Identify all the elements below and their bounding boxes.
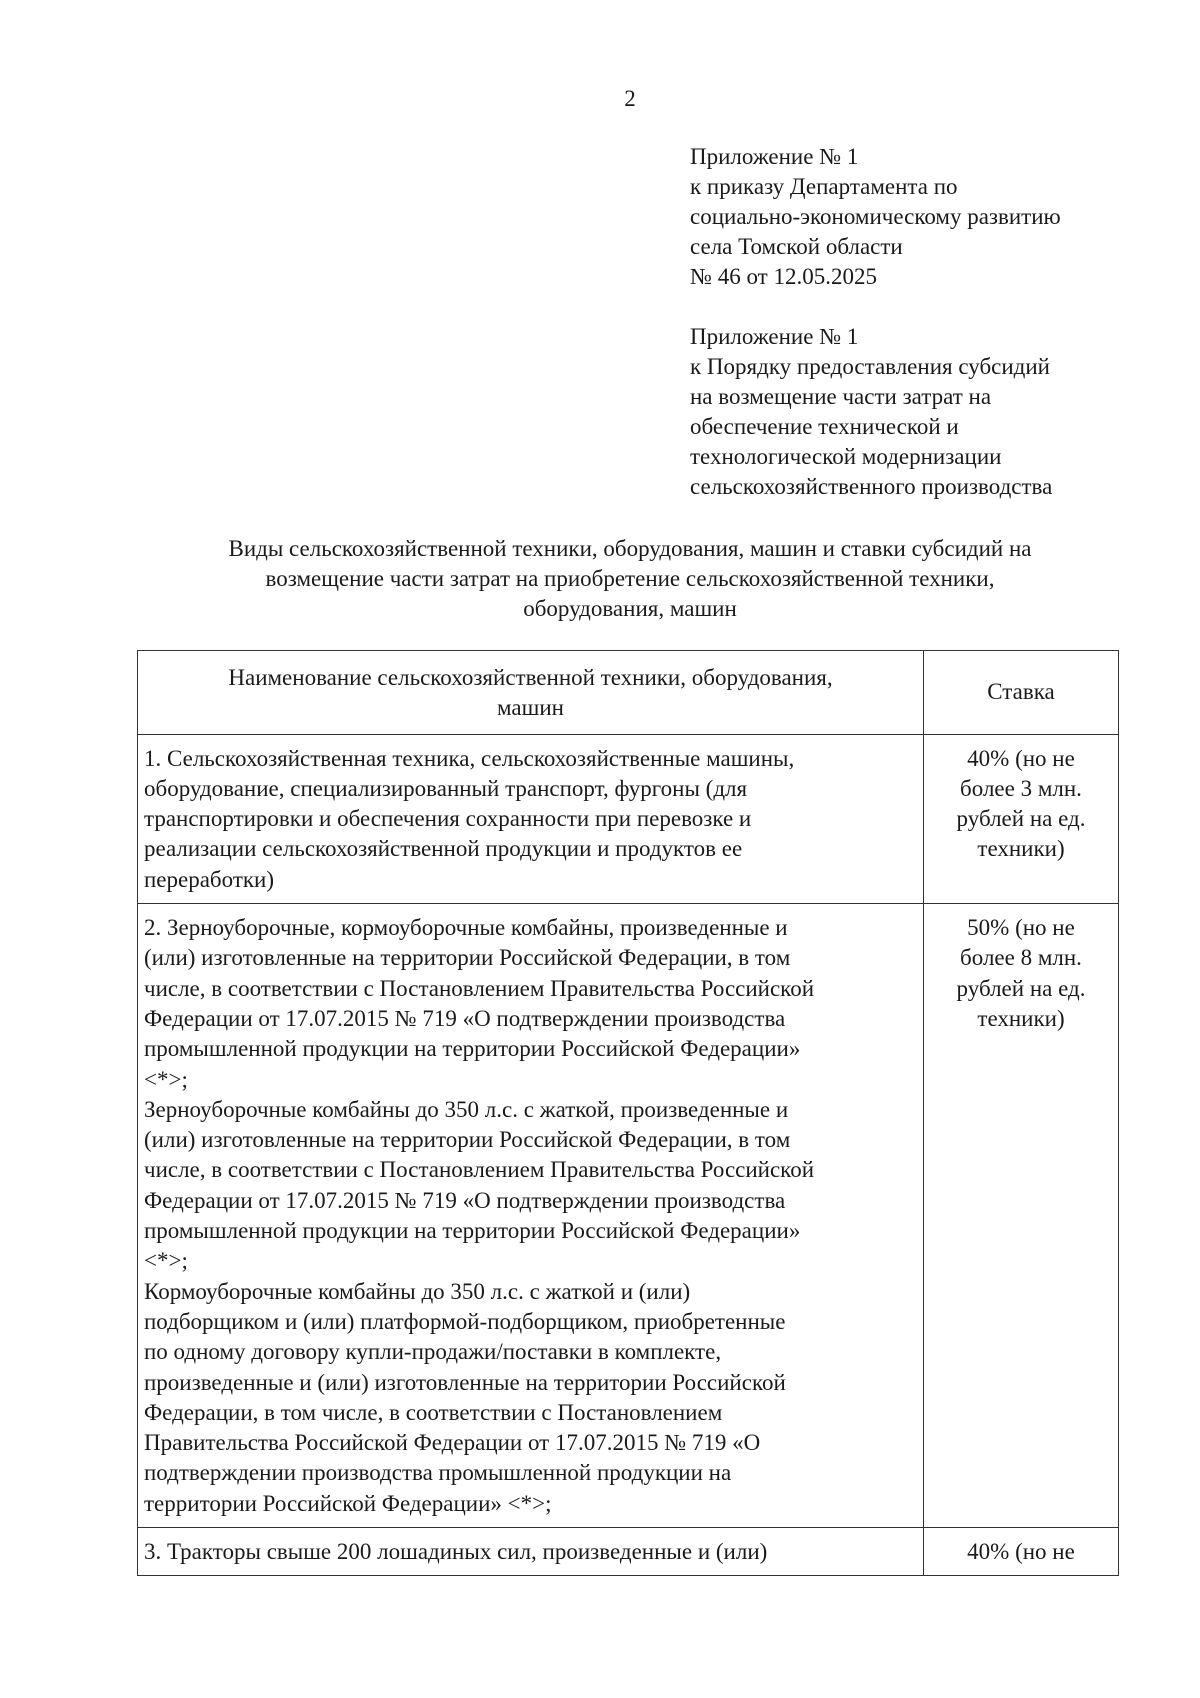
cell-line: Федерации от 17.07.2015 № 719 «О подтверждении производства [144, 1187, 786, 1213]
appendix-line: Приложение № 1 [690, 324, 859, 349]
table-row [138, 734, 1119, 903]
title-line: Виды сельскохозяйственной техники, оборудования, машин и ставки субсидий на [228, 536, 1032, 561]
cell-name [138, 904, 924, 1528]
subsidy-rates-table [137, 650, 1119, 1576]
document-title [120, 534, 1140, 624]
table-row [138, 1528, 1119, 1576]
cell-line: рублей на ед. [956, 975, 1086, 1001]
cell-line: 1. Сельскохозяйственная техника, сельскохозяйственные машины, [144, 745, 795, 771]
cell-line: Федерации от 17.07.2015 № 719 «О подтверждении производства [144, 1005, 786, 1031]
cell-line: 3. Тракторы свыше 200 лошадиных сил, произведенные и (или) [144, 1539, 768, 1565]
appendix-line: № 46 от 12.05.2025 [690, 264, 877, 289]
cell-line: техники) [977, 836, 1065, 862]
cell-line: промышленной продукции на территории Российской Федерации» [144, 1036, 801, 1062]
cell-line: более 8 млн. [960, 945, 1082, 971]
header-line: Ставка [987, 679, 1055, 705]
header-name [138, 651, 924, 735]
table-row [138, 904, 1119, 1528]
cell-line: промышленной продукции на территории Российской Федерации» [144, 1218, 801, 1244]
cell-line: Правительства Российской Федерации от 17.07.2015 № 719 «О [144, 1430, 761, 1456]
appendix-line: на возмещение части затрат на [690, 384, 992, 409]
cell-line: Кормоуборочные комбайны до 350 л.с. с жаткой и (или) [144, 1278, 691, 1304]
cell-line: переработки) [144, 866, 275, 892]
cell-line: территории Российской Федерации» <*>; [144, 1490, 552, 1516]
cell-line: 40% (но не [967, 1539, 1075, 1565]
cell-line: (или) изготовленные на территории Российской Федерации, в том [144, 1127, 791, 1153]
appendix-line: обеспечение технической и [690, 414, 959, 439]
cell-line: (или) изготовленные на территории Российской Федерации, в том [144, 945, 791, 971]
appendix-line: к Порядку предоставления субсидий [690, 354, 1050, 379]
cell-line: <*>; [144, 1248, 188, 1274]
cell-line: произведенные и (или) изготовленные на территории Российской [144, 1369, 786, 1395]
header-line: машин [497, 695, 564, 721]
appendix-line: технологической модернизации [690, 444, 1002, 469]
table-header-row [138, 651, 1119, 735]
appendix-line: Приложение № 1 [690, 144, 859, 169]
page-number: 2 [624, 86, 636, 111]
cell-line: техники) [977, 1005, 1065, 1031]
cell-line: 50% (но не [967, 915, 1075, 941]
appendix-line: села Томской области [690, 234, 903, 259]
cell-line: Зерноуборочные комбайны до 350 л.с. с жаткой, произведенные и [144, 1096, 789, 1122]
cell-line: 40% (но не [967, 745, 1075, 771]
cell-line: <*>; [144, 1066, 188, 1092]
title-line: возмещение части затрат на приобретение сельскохозяйственной техники, [265, 566, 995, 591]
cell-line: 2. Зерноуборочные, кормоуборочные комбайны, произведенные и [144, 915, 788, 941]
appendix-line: сельскохозяйственного производства [690, 474, 1053, 499]
cell-line: оборудование, специализированный транспорт, фургоны (для [144, 775, 748, 801]
cell-name [138, 734, 924, 903]
cell-line: числе, в соответствии с Постановлением Правительства Российской [144, 1157, 814, 1183]
cell-rate [924, 734, 1119, 903]
appendix-procedure-reference [690, 322, 1170, 502]
cell-line: числе, в соответствии с Постановлением Правительства Российской [144, 975, 814, 1001]
cell-line: подборщиком и (или) платформой-подборщиком, приобретенные [144, 1308, 786, 1334]
cell-line: рублей на ед. [956, 806, 1086, 832]
cell-line: транспортировки и обеспечения сохранности при перевозке и [144, 806, 752, 832]
appendix-line: социально-экономическому развитию [690, 204, 1061, 229]
cell-rate [924, 904, 1119, 1528]
header-rate [924, 651, 1119, 735]
cell-line: Федерации, в том числе, в соответствии с Постановлением [144, 1399, 723, 1425]
header-line: Наименование сельскохозяйственной техники, оборудования, [228, 665, 833, 690]
cell-name [138, 1528, 924, 1576]
appendix-line: к приказу Департамента по [690, 174, 958, 199]
cell-line: реализации сельскохозяйственной продукции и продуктов ее [144, 836, 743, 862]
cell-rate [924, 1528, 1119, 1576]
cell-line: по одному договору купли-продажи/поставки в комплекте, [144, 1339, 722, 1365]
cell-line: более 3 млн. [960, 775, 1082, 801]
title-line: оборудования, машин [523, 596, 737, 621]
appendix-order-reference [690, 142, 1170, 292]
cell-line: подтверждении производства промышленной продукции на [144, 1460, 732, 1486]
